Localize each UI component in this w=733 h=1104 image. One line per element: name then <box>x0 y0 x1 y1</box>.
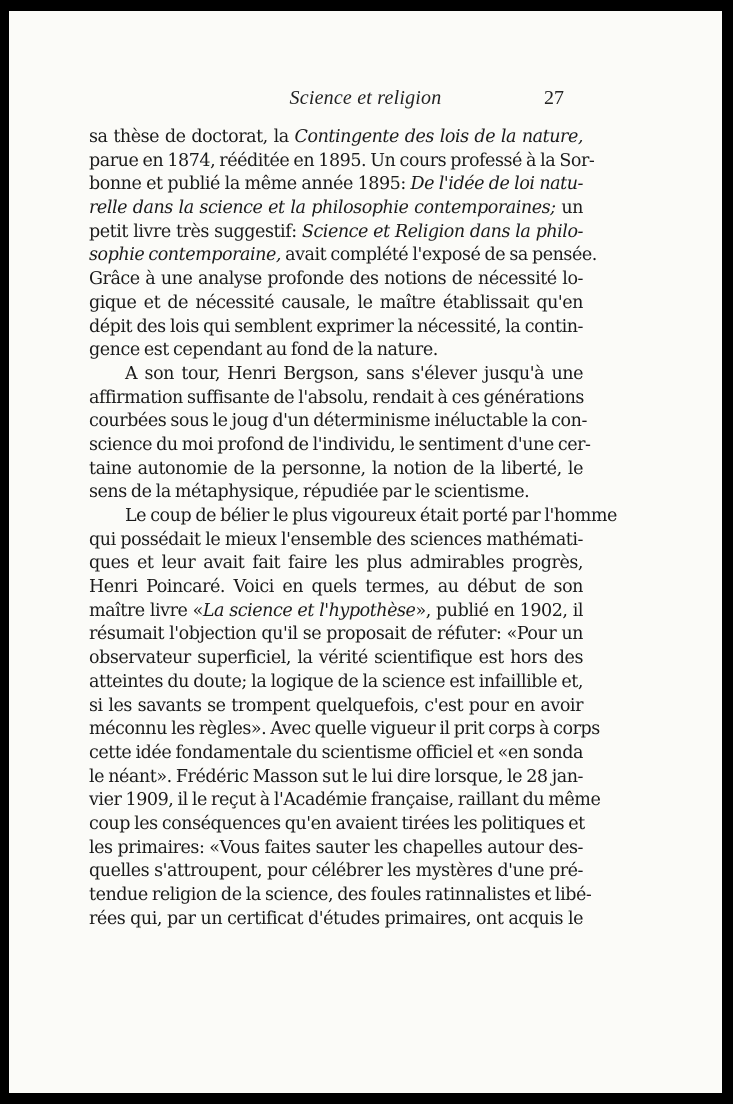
text-line <box>89 647 583 671</box>
text-line <box>89 434 591 458</box>
text-line <box>89 529 583 553</box>
text-segment: rées qui, par un certificat d'études primaires, ont acquis le <box>89 908 583 929</box>
text-segment: petit livre très suggestif: <box>89 221 302 242</box>
text-segment: vier 1909, il le reçut à l'Académie française, raillant du même <box>89 790 601 811</box>
text-segment: coup les conséquences qu'en avaient tirées les politiques et <box>89 813 585 834</box>
page-number: 27 <box>544 87 564 109</box>
text-line <box>89 150 595 174</box>
italic-text: relle dans la science et la philosophie contemporaines; <box>89 198 556 219</box>
text-segment: les primaires: «Vous faites sauter les chapelles autour des- <box>89 837 583 858</box>
text-line <box>89 410 587 434</box>
text-segment: Grâce à une analyse profonde des notions de nécessité lo- <box>89 269 583 290</box>
text-line <box>89 458 583 482</box>
text-line <box>89 387 583 411</box>
text-line <box>89 268 583 292</box>
text-line <box>89 742 583 766</box>
text-segment: taine autonomie de la personne, la notion de la liberté, le <box>89 458 583 479</box>
text-line <box>89 623 583 647</box>
text-line <box>89 244 597 268</box>
text-segment: quelles s'attroupent, pour célébrer les mystères d'une pré- <box>89 861 583 882</box>
text-line <box>89 316 583 340</box>
text-line <box>89 292 583 316</box>
text-line <box>89 339 583 363</box>
text-line <box>89 481 583 505</box>
text-segment: », publié en 1902, il <box>415 600 583 621</box>
text-segment: si les savants se trompent quelquefois, c'est pour en avoir <box>89 695 583 716</box>
text-segment: Le coup de bélier le plus vigoureux était porté par l'homme <box>125 506 617 526</box>
italic-text: sophie contemporaine, <box>89 245 281 266</box>
text-line <box>89 908 583 932</box>
text-line <box>89 671 583 695</box>
text-segment: dépit des lois qui semblent exprimer la nécessité, la contin- <box>89 316 583 337</box>
text-line <box>89 363 583 387</box>
text-segment: Henri Poincaré. Voici en quels termes, au début de son <box>89 577 583 598</box>
text-line <box>89 789 601 813</box>
text-segment: résumait l'objection qu'il se proposait de réfuter: «Pour un <box>89 624 583 645</box>
text-line <box>89 505 617 529</box>
page-header <box>9 87 722 117</box>
text-line <box>89 126 583 150</box>
text-line <box>89 860 583 884</box>
text-segment: sens de la métaphysique, répudiée par le scientisme. <box>89 482 530 503</box>
text-line <box>89 884 592 908</box>
text-segment: sa thèse de doctorat, la <box>89 127 295 147</box>
italic-text: La science et l'hypothèse <box>202 600 416 621</box>
text-segment: le néant». Frédéric Masson sut le lui dire lorsque, le 28 jan- <box>89 766 583 787</box>
text-line <box>89 221 583 245</box>
text-segment: atteintes du doute; la logique de la science est infaillible et, <box>89 671 583 692</box>
text-segment: science du moi profond de l'individu, le sentiment d'une cer- <box>89 434 591 455</box>
italic-text: Science et Religion dans la philo- <box>301 221 583 242</box>
text-line <box>89 600 583 624</box>
text-segment: cette idée fondamentale du scientisme officiel et «en sonda <box>89 742 583 763</box>
running-title: Science et religion <box>289 87 442 109</box>
text-line <box>89 718 600 742</box>
italic-text: De l'idée de loi natu- <box>410 174 583 195</box>
italic-text: Contingente des lois de la nature, <box>294 127 583 147</box>
text-segment: tendue religion de la science, des foules ratinnalistes et libé- <box>89 885 592 905</box>
text-line <box>89 576 583 600</box>
text-segment: maître livre « <box>89 600 203 621</box>
text-line <box>89 766 583 790</box>
text-segment: observateur superficiel, la vérité scientifique est hors des <box>89 648 583 669</box>
body-text <box>89 126 617 931</box>
text-segment: affirmation suffisante de l'absolu, rendait à ces générations <box>89 387 584 408</box>
text-line <box>89 837 583 861</box>
text-line <box>89 173 583 197</box>
text-line <box>89 813 583 837</box>
text-segment: méconnu les règles». Avec quelle vigueur il prit corps à corps <box>89 719 600 740</box>
text-segment: qui possédait le mieux l'ensemble des sciences mathémati- <box>89 529 583 550</box>
book-page <box>9 11 722 1093</box>
text-segment: A son tour, Henri Bergson, sans s'élever jusqu'à une <box>125 363 583 384</box>
text-segment: courbées sous le joug d'un déterminisme inéluctable la con- <box>89 411 587 432</box>
text-segment: avait complété l'exposé de sa pensée. <box>280 245 597 266</box>
text-segment: bonne et publié la même année 1895: <box>89 174 411 195</box>
text-line <box>89 552 583 576</box>
text-segment: ques et leur avait fait faire les plus admirables progrès, <box>89 553 583 574</box>
text-segment: parue en 1874, rééditée en 1895. Un cours professé à la Sor- <box>89 150 595 171</box>
text-segment: un <box>555 198 583 219</box>
text-line <box>89 695 583 719</box>
text-line <box>89 197 583 221</box>
text-segment: gence est cependant au fond de la nature. <box>89 340 438 361</box>
text-segment: gique et de nécessité causale, le maître établissait qu'en <box>89 292 583 313</box>
